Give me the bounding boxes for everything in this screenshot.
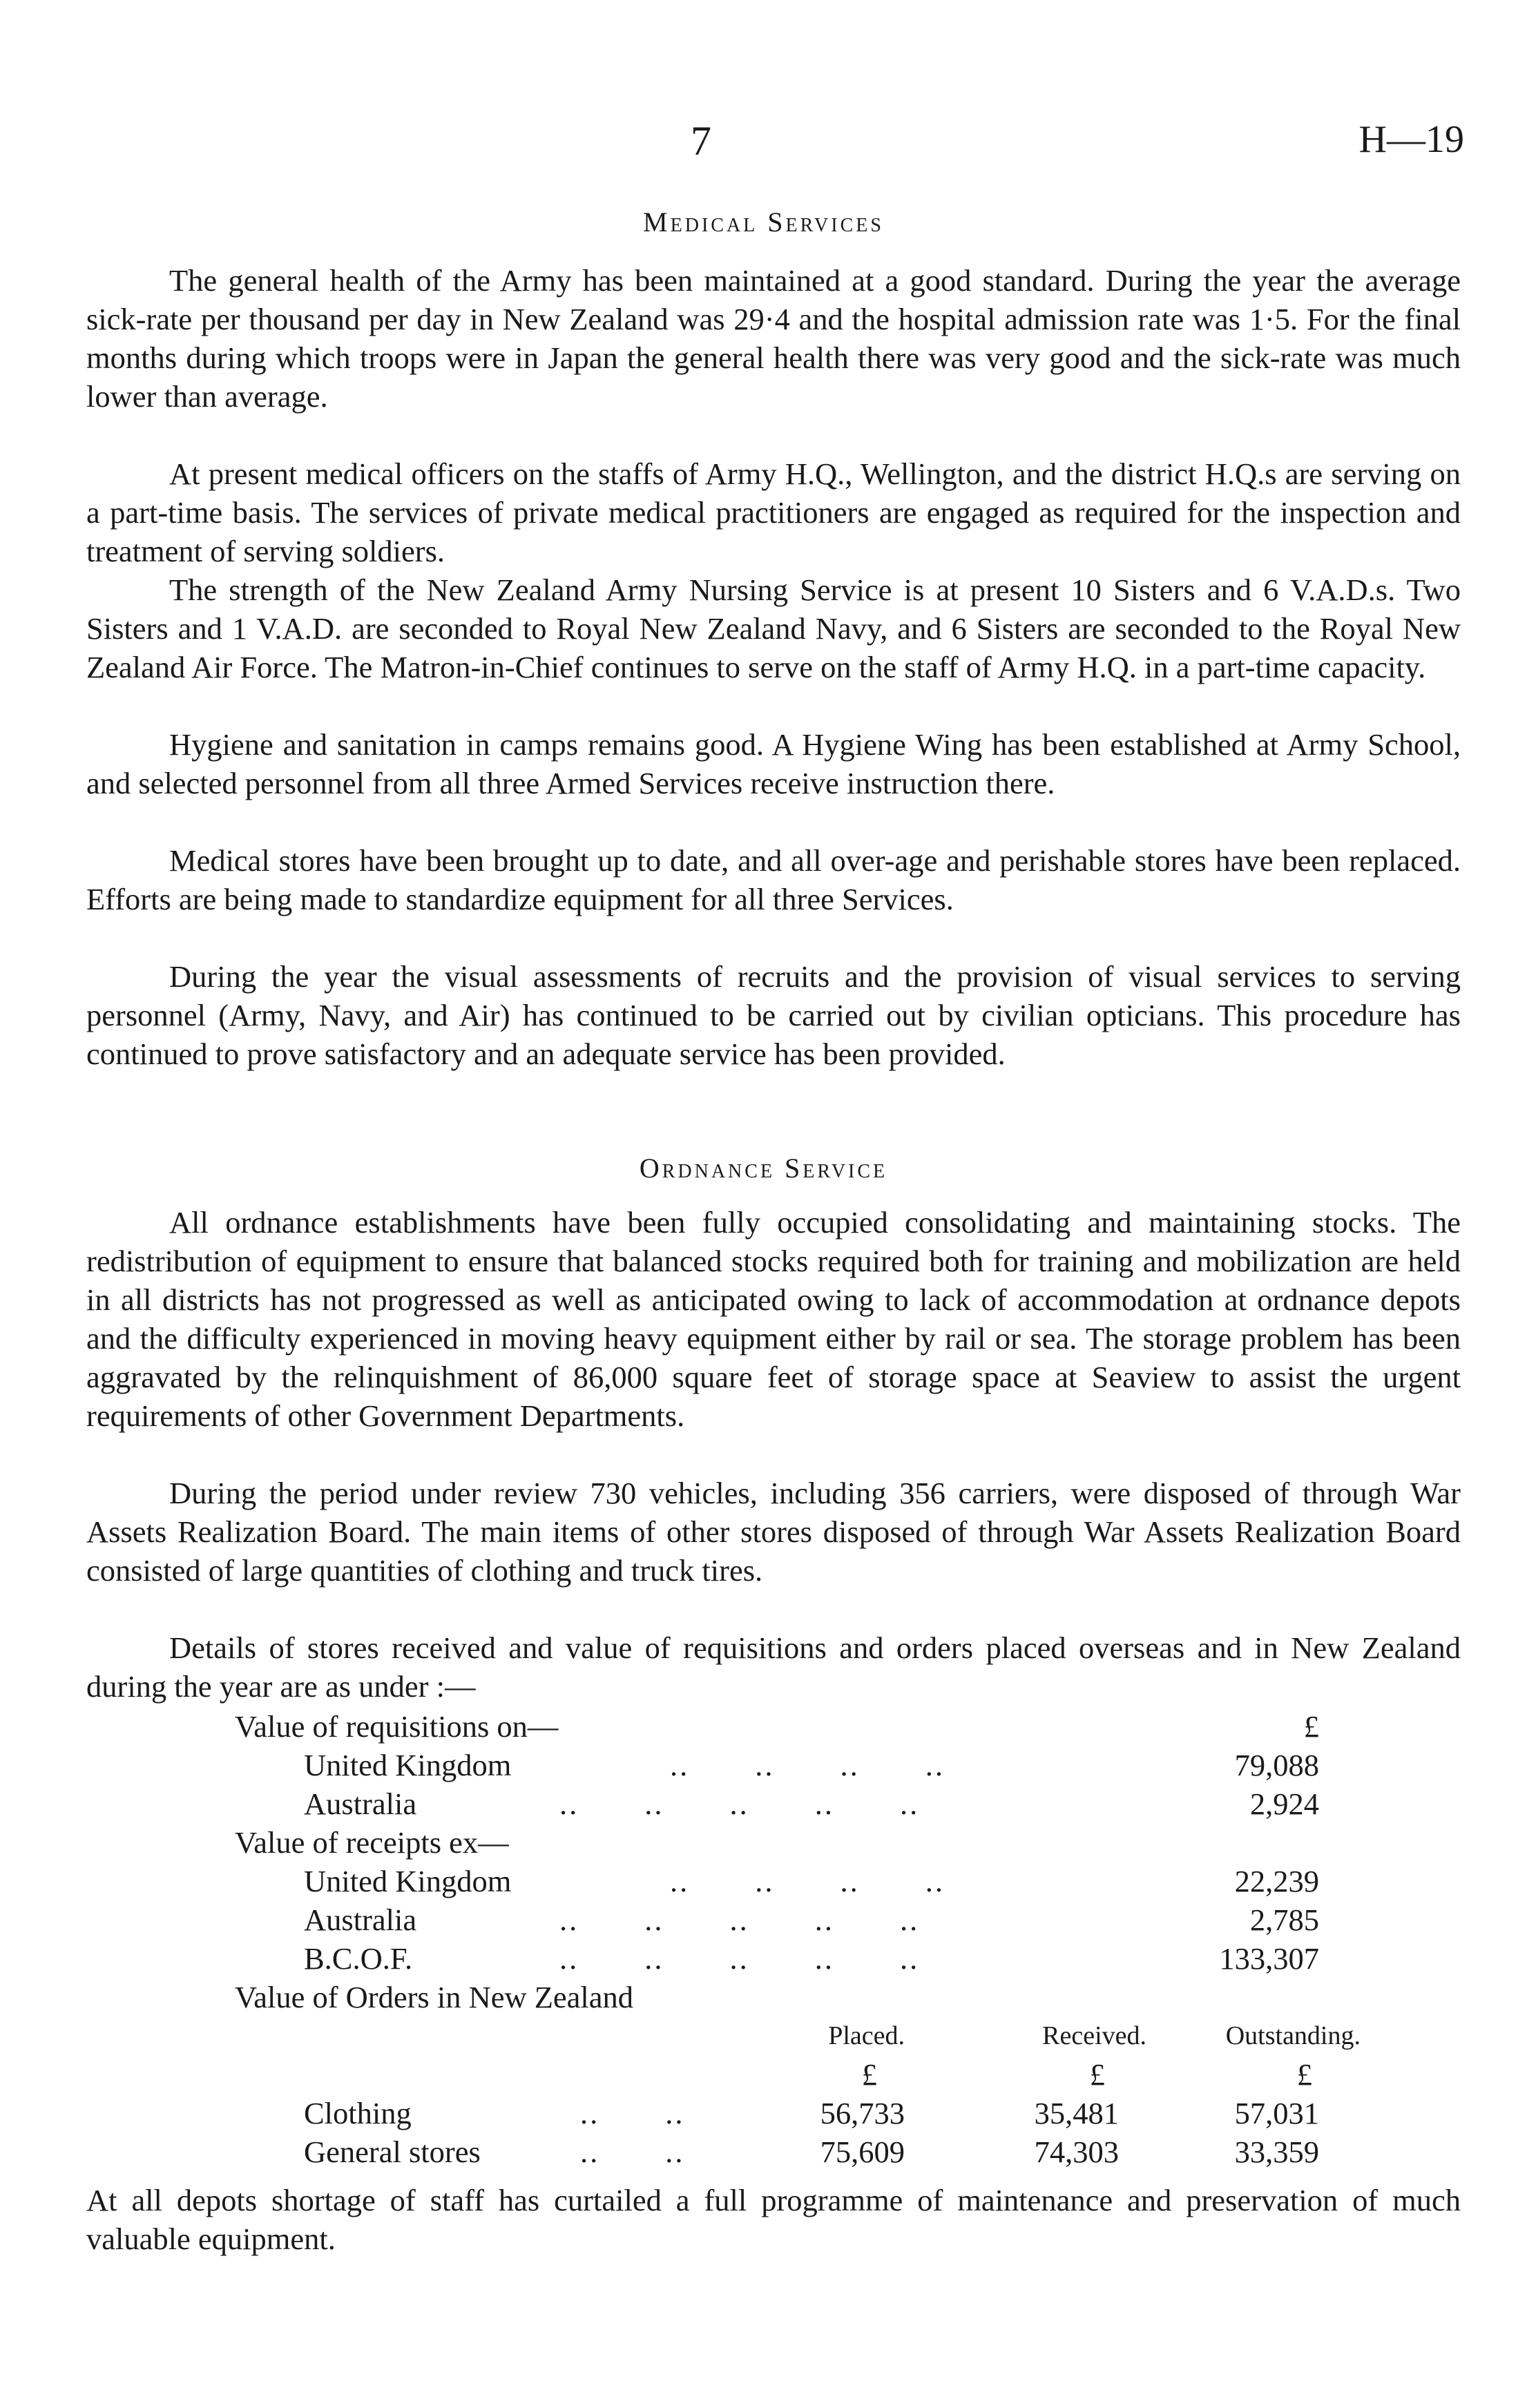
medical-paragraph-1: The general health of the Army has been maintained at a good standard. During the year the average sick-rate per thousand per day in New Zealand was 29·4 and the hospital admission rate was 1·5. For the final months during which troops were in Japan the general health there was very good and the sick-rate was much lower than average.: [86, 263, 1461, 414]
leader-dots: .. ..: [580, 2096, 685, 2130]
medical-paragraph-6: During the year the visual assessments of recruits and the provision of visual services to serving personnel (Army, Navy, and Air) has continued to be carried out by civilian opticians. This procedure has continued to prove satisfactory and an adequate service has been provided.: [86, 959, 1461, 1071]
orders-column-header-row: [0, 2016, 1527, 2055]
row-label: B.C.O.F.: [304, 1941, 413, 1976]
ordnance-paragraph-3: Details of stores received and value of requisitions and orders placed overseas and in New Zealand during the year are as under :—: [86, 1630, 1461, 1704]
column-header-received: Received.: [1042, 2021, 1146, 2050]
document-reference: H—19: [1358, 118, 1464, 161]
currency-symbol: £: [861, 2057, 877, 2092]
outstanding-value: 33,359: [1234, 2135, 1319, 2169]
received-value: 74,303: [1034, 2135, 1119, 2169]
row-label: Australia: [304, 1903, 417, 1937]
ordnance-paragraph-2: During the period under review 730 vehicles, including 356 carriers, were disposed of through War Assets Realization Board. The main items of other stores disposed of through War Assets Realization Board consisted of large quantities of clothing and truck tires.: [86, 1476, 1461, 1588]
closing-paragraph: At all depots shortage of staff has curtailed a full programme of maintenance and preservation of much valuable equipment.: [86, 2183, 1461, 2256]
currency-symbol: £: [1089, 2057, 1105, 2092]
column-header-outstanding: Outstanding.: [1225, 2021, 1361, 2050]
table-row: [0, 1746, 1527, 1784]
row-value: 2,924: [1249, 1786, 1319, 1821]
orders-heading: Value of Orders in New Zealand: [235, 1980, 634, 2014]
page-number: 7: [691, 118, 711, 164]
page-header: [0, 117, 1527, 173]
received-value: 35,481: [1034, 2096, 1119, 2130]
orders-heading-row: [0, 1978, 1527, 2016]
table-row: [0, 1862, 1527, 1900]
leader-dots: .. .. .. .. ..: [559, 1903, 920, 1937]
row-value: 2,785: [1249, 1903, 1319, 1937]
medical-services-heading: Medical Services: [643, 206, 884, 238]
column-header-placed: Placed.: [828, 2021, 905, 2050]
medical-paragraph-3: The strength of the New Zealand Army Nursing Service is at present 10 Sisters and 6 V.A.D.s. Two Sisters and 1 V.A.D. are seconded to Royal New Zealand Navy, and 6 Sisters are seconded to the Royal New Zealand Air Force. The Matron-in-Chief continues to serve on the staff of Army H.Q. in a part-time capacity.: [86, 572, 1461, 684]
currency-symbol: £: [1303, 1709, 1319, 1744]
medical-paragraph-2: At present medical officers on the staffs of Army H.Q., Wellington, and the district H.Q.s are serving on a part-time basis. The services of private medical practitioners are engaged as required for the inspection and treatment of serving soldiers.: [86, 456, 1461, 568]
table-row: [0, 2132, 1527, 2171]
receipts-heading-row: [0, 1823, 1527, 1862]
placed-value: 75,609: [820, 2135, 905, 2169]
ordnance-service-heading: Ordnance Service: [639, 1153, 888, 1184]
leader-dots: .. .. .. .. ..: [559, 1941, 920, 1976]
table-row: [0, 2094, 1527, 2132]
table-row: [0, 1939, 1527, 1978]
leader-dots: .. .. .. .. ..: [559, 1786, 920, 1821]
row-value: 22,239: [1234, 1864, 1319, 1898]
row-value: 133,307: [1219, 1941, 1319, 1976]
row-label: United Kingdom: [304, 1864, 512, 1898]
medical-paragraph-5: Medical stores have been brought up to date, and all over-age and perishable stores have been replaced. Efforts are being made to standardize equipment for all three Services.: [86, 843, 1461, 916]
ordnance-paragraph-1: All ordnance establishments have been fully occupied consolidating and maintaining stocks. The redistribution of equipment to ensure that balanced stocks required both for training and mobilization are held in all districts has not progressed as well as anticipated owing to lack of accommodation at ordnance depots and the difficulty experienced in moving heavy equipment either by rail or sea. The storage problem has been aggravated by the relinquishment of 86,000 square feet of storage space at Seaview to assist the urgent requirements of other Government Departments.: [86, 1205, 1461, 1433]
requisitions-heading: Value of requisitions on—: [235, 1709, 559, 1744]
orders-currency-row: [0, 2055, 1527, 2094]
receipts-heading: Value of receipts ex—: [235, 1825, 509, 1860]
placed-value: 56,733: [820, 2096, 905, 2130]
row-label: Clothing: [304, 2096, 412, 2130]
table-row: [0, 1900, 1527, 1939]
row-label: Australia: [304, 1786, 417, 1821]
outstanding-value: 57,031: [1234, 2096, 1319, 2130]
table-row: [0, 1784, 1527, 1823]
row-label: United Kingdom: [304, 1748, 512, 1782]
row-label: General stores: [304, 2135, 481, 2169]
currency-symbol: £: [1296, 2057, 1312, 2092]
medical-paragraph-4: Hygiene and sanitation in camps remains good. A Hygiene Wing has been established at Army School, and selected personnel from all three Armed Services receive instruction there.: [86, 727, 1461, 800]
leader-dots: .. .. .. ..: [670, 1864, 945, 1898]
row-value: 79,088: [1234, 1748, 1319, 1782]
requisitions-heading-row: [0, 1707, 1527, 1746]
leader-dots: .. ..: [580, 2135, 685, 2169]
leader-dots: .. .. .. ..: [670, 1748, 945, 1782]
